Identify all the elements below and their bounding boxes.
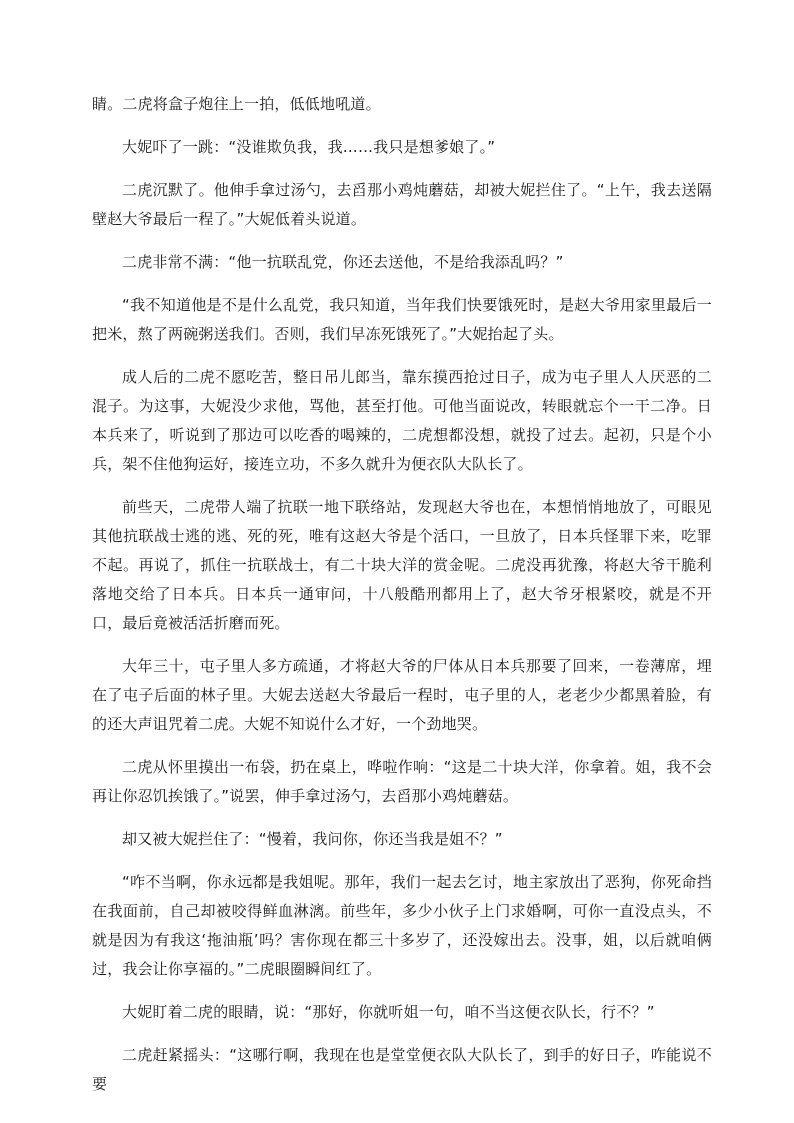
paragraph-9: 二虎从怀里摸出一布袋，扔在桌上，哗啦作响：“这是二十块大洋，你拿着。姐，我不会再让你忍饥挨饿了。”说罢，伸手拿过汤勺，去舀那小鸡炖蘑菇。 xyxy=(92,758,712,805)
paragraph-5: “我不知道他是不是什么乱党，我只知道，当年我们快要饿死时，是赵大爷用家里最后一把米，熬了两碗粥送我们。否则，我们早冻死饿死了。”大妮抬起了头。 xyxy=(92,296,712,343)
paragraph-2: 大妮吓了一跳：“没谁欺负我，我……我只是想爹娘了。” xyxy=(122,138,496,156)
story-body xyxy=(92,90,712,1113)
paragraph-3: 二虎沉默了。他伸手拿过汤勺，去舀那小鸡炖蘑菇，却被大妮拦住了。“上午，我去送隔壁赵大爷最后一程了。”大妮低着头说道。 xyxy=(92,181,712,228)
paragraph-1: 睛。二虎将盒子炮往上一拍，低低地吼道。 xyxy=(92,95,381,113)
paragraph-11: “咋不当啊，你永远都是我姐呢。那年，我们一起去乞讨，地主家放出了恶狗，你死命挡在我面前，自己却被咬得鲜血淋漓。前些年，多少小伙子上门求婚啊，可你一直没点头，不就是因为有我这‘拖油瓶’吗？害你现在都三十多岁了，还没嫁出去。没事，姐，以后就咱俩过，我会让你享福的。”二虎眼圈瞬间红了。 xyxy=(92,873,712,978)
paragraph-4: 二虎非常不满：“他一抗联乱党，你还去送他，不是给我添乱吗？” xyxy=(122,253,564,271)
paragraph-13: 二虎赶紧摇头：“这哪行啊，我现在也是堂堂便衣队大队长了，到手的好日子，咋能说不要 xyxy=(92,1046,712,1093)
paragraph-8: 大年三十，屯子里人多方疏通，才将赵大爷的尸体从日本兵那要了回来，一卷薄席，埋在了屯子后面的林子里。大妮去送赵大爷最后一程时，屯子里的人，老老少少都黑着脸，有的还大声诅咒着二虎。大妮不知说什么才好，一个劲地哭。 xyxy=(92,657,712,733)
paragraph-6: 成人后的二虎不愿吃苦，整日吊儿郎当，靠东摸西抢过日子，成为屯子里人人厌恶的二混子。为这事，大妮没少求他，骂他，甚至打他。可他当面说改，转眼就忘个一干二净。日本兵来了，听说到了那边可以吃香的喝辣的，二虎想都没想，就投了过去。起初，只是个小兵，架不住他狗运好，接连立功，不多久就升为便衣队大队长了。 xyxy=(92,368,712,473)
paragraph-12: 大妮盯着二虎的眼睛，说：“那好，你就听姐一句，咱不当这便衣队长，行不？” xyxy=(122,1003,655,1021)
paragraph-7: 前些天，二虎带人端了抗联一地下联络站，发现赵大爷也在，本想悄悄地放了，可眼见其他抗联战士逃的逃、死的死，唯有这赵大爷是个活口，一旦放了，日本兵怪罪下来，吃罪不起。再说了，抓住一抗联战士，有二十块大洋的赏金呢。二虎没再犹豫，将赵大爷干脆利落地交给了日本兵。日本兵一通审问，十八般酷刑都用上了，赵大爷牙根紧咬，就是不开口，最后竟被活活折磨而死。 xyxy=(92,498,712,632)
paragraph-10: 却又被大妮拦住了：“慢着，我问你，你还当我是姐不？” xyxy=(122,830,503,848)
